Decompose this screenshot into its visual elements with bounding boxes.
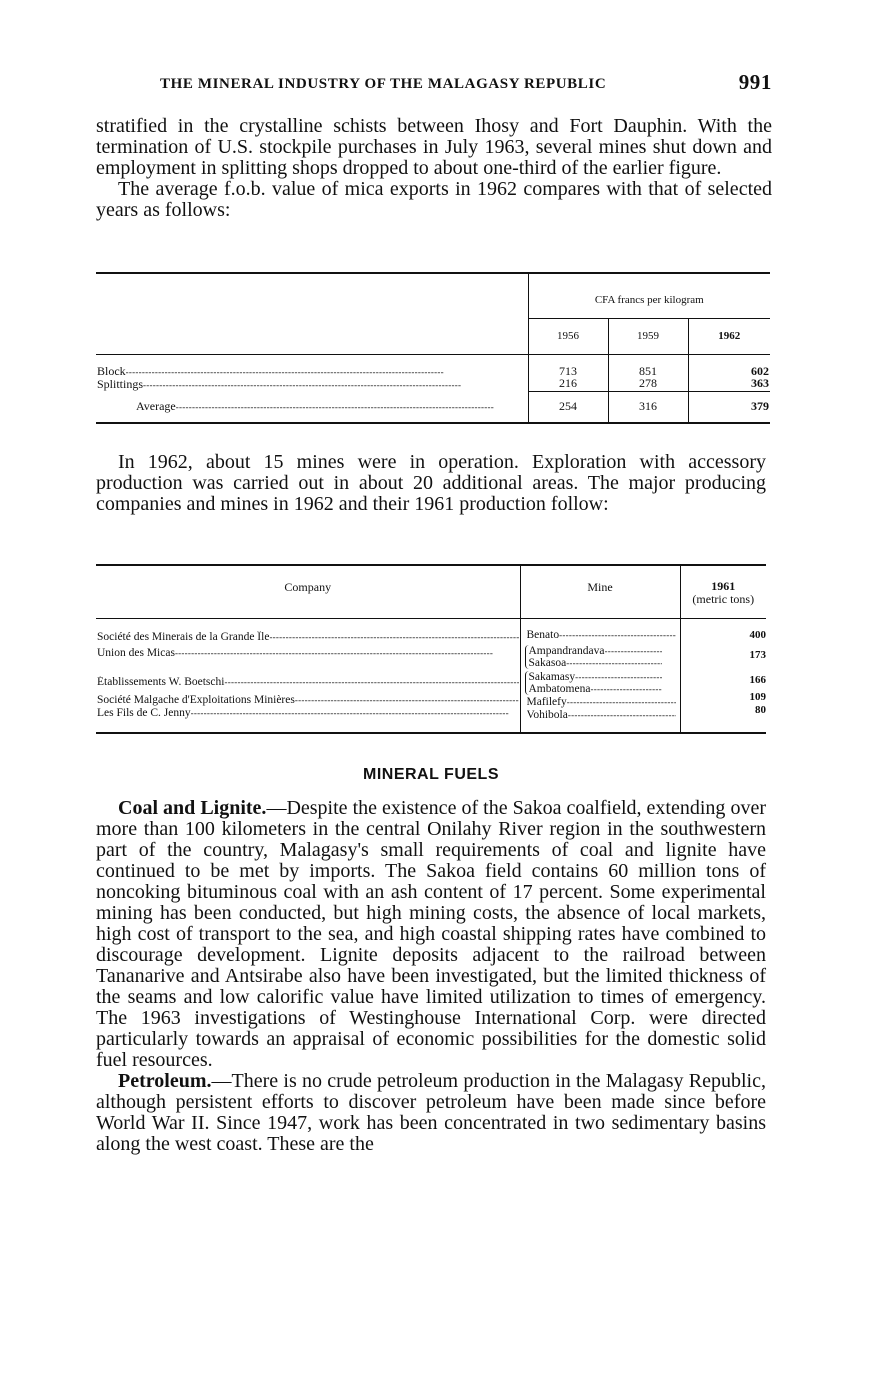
intro-paragraph-2: The average f.o.b. value of mica exports in 1962 compares with that of selected years as follows: bbox=[96, 178, 772, 221]
petroleum-paragraph bbox=[96, 1071, 766, 1155]
table-row-label bbox=[97, 365, 527, 378]
mine-name: Ampandrandava bbox=[528, 644, 605, 657]
table-cell: 851 bbox=[639, 364, 657, 379]
table-cell: 602 bbox=[751, 364, 770, 379]
tons-value: 173 bbox=[749, 648, 766, 661]
mine-name: Sakasoa bbox=[528, 656, 567, 669]
mine-name: Vohibola bbox=[526, 708, 568, 721]
petroleum-run-in-heading: Petroleum. bbox=[118, 1070, 212, 1092]
table-group-header: CFA francs per kilogram bbox=[528, 274, 770, 318]
table-row bbox=[97, 694, 519, 707]
running-title: THE MINERAL INDUSTRY OF THE MALAGASY REPUBLIC bbox=[160, 76, 607, 92]
tons-value: 80 bbox=[755, 703, 766, 716]
tons-value: 400 bbox=[749, 628, 766, 641]
column-header-year: 1959 bbox=[608, 318, 688, 354]
production-year: 1961 bbox=[711, 579, 736, 593]
page-number: 991 bbox=[738, 70, 772, 94]
column-header-company: Company bbox=[96, 566, 520, 618]
table-row bbox=[97, 676, 519, 689]
production-unit: (metric tons) bbox=[692, 592, 755, 606]
coal-text: —Despite the existence of the Sakoa coalfield, extending over more than 100 kilometers in the central Onilahy River region in the southwestern part of the country, Malagasy's small requirements of coal and lignite have continued to be met by imports. The Sakoa field contains 60 million tons of noncoking bituminous coal with an ash content of 17 percent. Some experimental mining has been conducted, but high mining costs, the absence of local markets, high cost of transport to the sea, and high coastal shipping rates have combined to discourage development. Lignite deposits adjacent to the railroad between Tananarive and Antsirabe also have been investigated, but the limited thickness of the seams and low calorific value have limited utilization to times of emergency. The 1963 investigations of Westinghouse International Corp. were directed particularly towards an appraisal of economic possibilities for the domestic solid fuel resources. bbox=[96, 797, 766, 1071]
table-cell: 216 bbox=[559, 376, 577, 391]
tons-value: 166 bbox=[749, 673, 766, 686]
table-cell: 713 bbox=[559, 364, 577, 379]
mine-name: Benato bbox=[526, 628, 560, 641]
table-row bbox=[97, 707, 519, 720]
mine-name: Sakamasy bbox=[528, 670, 576, 683]
company-name: Société des Minerais de la Grande Île bbox=[97, 630, 270, 643]
coal-run-in-heading: Coal and Lignite. bbox=[118, 797, 267, 819]
column-header-year: 1956 bbox=[528, 318, 608, 354]
company-name: Société Malgache d'Exploitations Minières bbox=[97, 693, 295, 706]
tons-value: 109 bbox=[749, 690, 766, 703]
table-cell: 363 bbox=[751, 376, 770, 391]
table-row bbox=[97, 647, 519, 660]
company-name: Établissements W. Boetschi bbox=[97, 675, 225, 688]
section-heading: MINERAL FUELS bbox=[363, 766, 499, 783]
fuels-block bbox=[96, 798, 766, 1155]
table-cell: 379 bbox=[688, 392, 770, 422]
intro-block bbox=[96, 116, 772, 221]
row-label-splittings: Splittings bbox=[97, 377, 144, 391]
column-header-mine: Mine bbox=[520, 566, 680, 618]
row-label-average: Average bbox=[136, 399, 176, 413]
mines-table bbox=[96, 564, 766, 734]
column-header-year: 1962 bbox=[718, 330, 741, 342]
mine-name: Ambatomena bbox=[528, 682, 591, 695]
mica-value-table bbox=[96, 272, 770, 424]
table-cell: 316 bbox=[608, 392, 688, 422]
row-label-block: Block bbox=[97, 364, 126, 378]
table-row bbox=[97, 631, 519, 644]
petroleum-text: —There is no crude petroleum production in the Malagasy Republic, although persistent efforts to discover petroleum have been made since before World War II. Since 1947, work has been concentrated in two sedimentary basins along the west coast. These are the bbox=[96, 1070, 766, 1155]
mines-paragraph-block bbox=[96, 452, 766, 515]
coal-paragraph bbox=[96, 798, 766, 1071]
mines-paragraph: In 1962, about 15 mines were in operation. Exploration with accessory production was carried out in about 20 additional areas. The major producing companies and mines in 1962 and their 1961 production follow: bbox=[96, 451, 766, 515]
mine-name: Mafilefy bbox=[526, 695, 567, 708]
table-cell: 254 bbox=[528, 392, 608, 422]
company-name: Les Fils de C. Jenny bbox=[97, 706, 191, 719]
table-row-label bbox=[97, 378, 527, 391]
column-header-production bbox=[680, 566, 766, 618]
table-cell: 278 bbox=[639, 376, 657, 391]
company-name: Union des Micas bbox=[97, 646, 175, 659]
intro-paragraph-1: stratified in the crystalline schists between Ihosy and Fort Dauphin. With the termination of U.S. stockpile purchases in July 1963, several mines shut down and employment in splitting shops dropped to about one-third of the earlier figure. bbox=[96, 115, 772, 179]
